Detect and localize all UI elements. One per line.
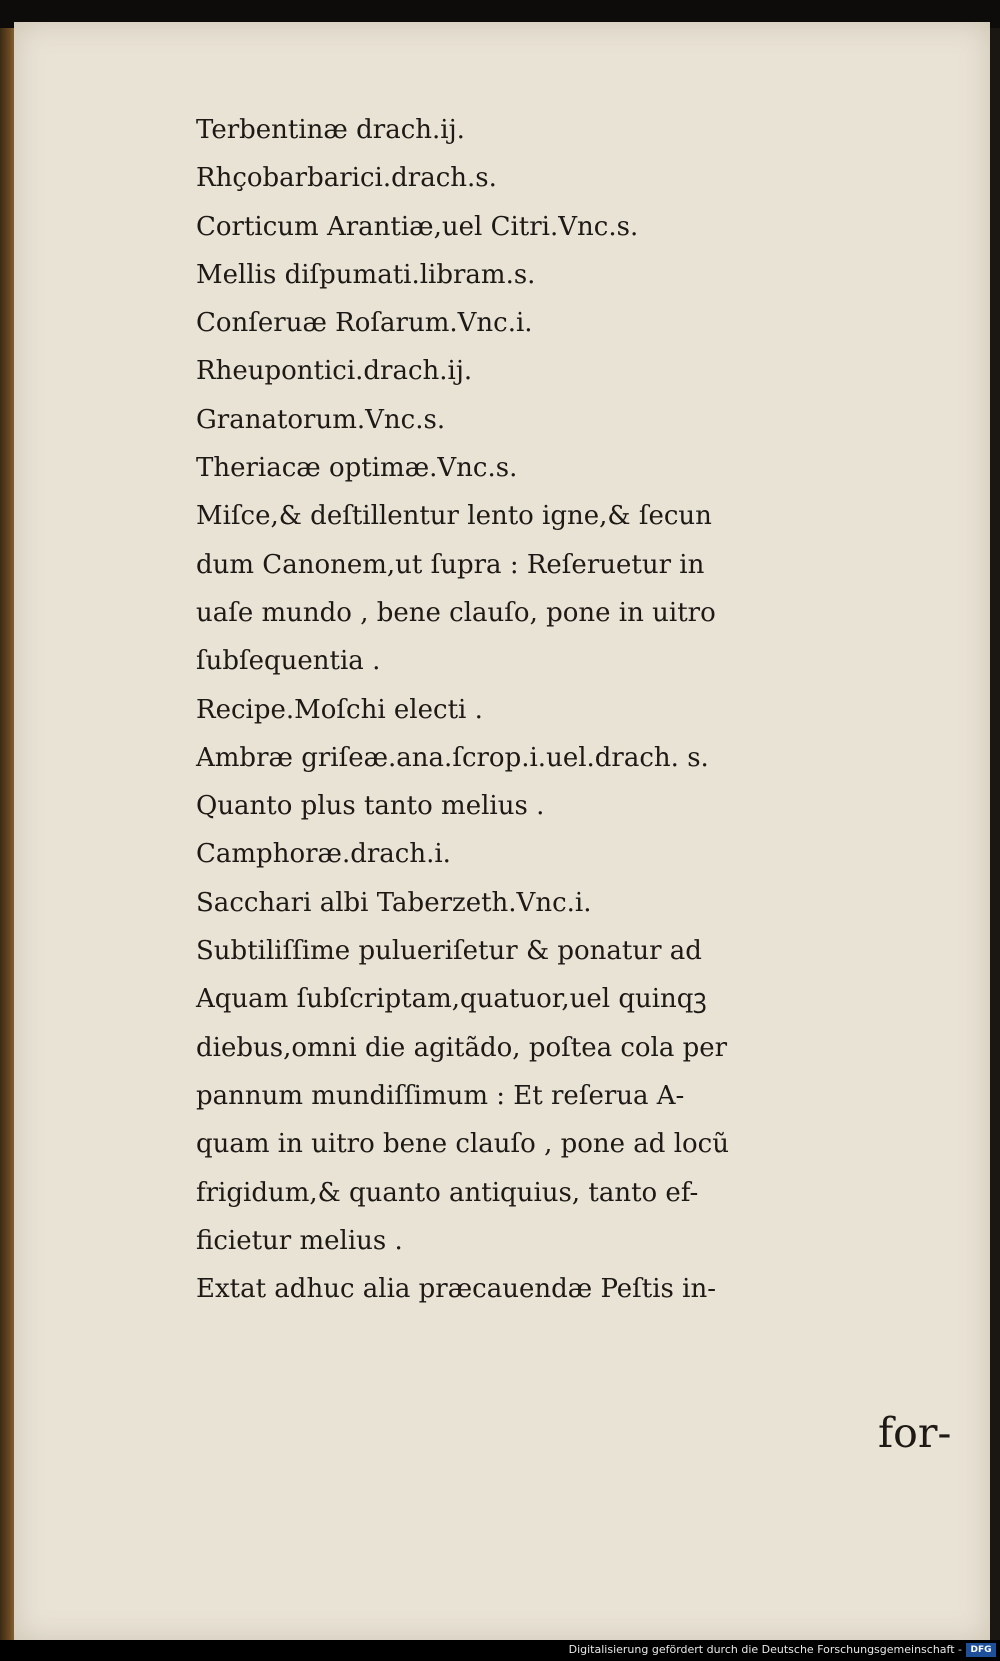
dfg-logo: DFG (966, 1643, 996, 1657)
text-line: Conſeruæ Roſarum.Vnc.i. (196, 308, 533, 339)
text-line: frigidum,& quanto antiquius, tanto ef- (196, 1177, 699, 1208)
text-line: Rhçobarbarici.drach.s. (196, 163, 497, 194)
text-line: Aquam ſubſcriptam,quatuor,uel quinqꝫ (196, 984, 707, 1015)
text-line: Theriacæ optimæ.Vnc.s. (196, 453, 518, 484)
text-line: Mellis diſpumati.libram.s. (196, 259, 536, 290)
page-text (196, 106, 956, 1313)
text-line: quam in uitro bene clauſo , pone ad locũ (196, 1129, 729, 1160)
text-line: Terbentinæ drach.ij. (196, 115, 465, 145)
text-line: pannum mundiſſimum : Et reſerua A- (196, 1080, 685, 1111)
catchword: for- (878, 1409, 952, 1457)
text-line: ficietur melius . (196, 1225, 403, 1256)
text-line: Subtiliſſime pulueriſetur & ponatur ad (196, 936, 702, 967)
text-line: Recipe.Moſchi electi . (196, 694, 483, 725)
text-line: Rheupontici.drach.ij. (196, 356, 473, 387)
text-line: diebus,omni die agitãdo, poſtea cola per (196, 1032, 728, 1063)
text-line: Camphoræ.drach.i. (196, 839, 451, 870)
text-line: Granatorum.Vnc.s. (196, 404, 446, 435)
text-line: Miſce,& deſtillentur lento igne,& ſecun (196, 501, 712, 532)
text-line: ſubſequentia . (196, 646, 381, 677)
text-line: dum Canonem,ut ſupra : Reſeruetur in (196, 549, 705, 580)
text-line: Ambræ griſeæ.ana.ſcrop.i.uel.drach. s. (196, 742, 709, 773)
text-line: Corticum Arantiæ,uel Citri.Vnc.s. (196, 211, 639, 242)
funding-credit: Digitalisierung gefördert durch die Deutsche Forschungsgemeinschaft - (568, 1643, 962, 1656)
text-line: Quanto plus tanto melius . (196, 791, 545, 822)
text-line: Extat adhuc alia præcauendæ Peſtis in- (196, 1274, 717, 1305)
text-line: uaſe mundo , bene clauſo, pone in uitro (196, 597, 716, 628)
text-line: Sacchari albi Taberzeth.Vnc.i. (196, 887, 592, 918)
